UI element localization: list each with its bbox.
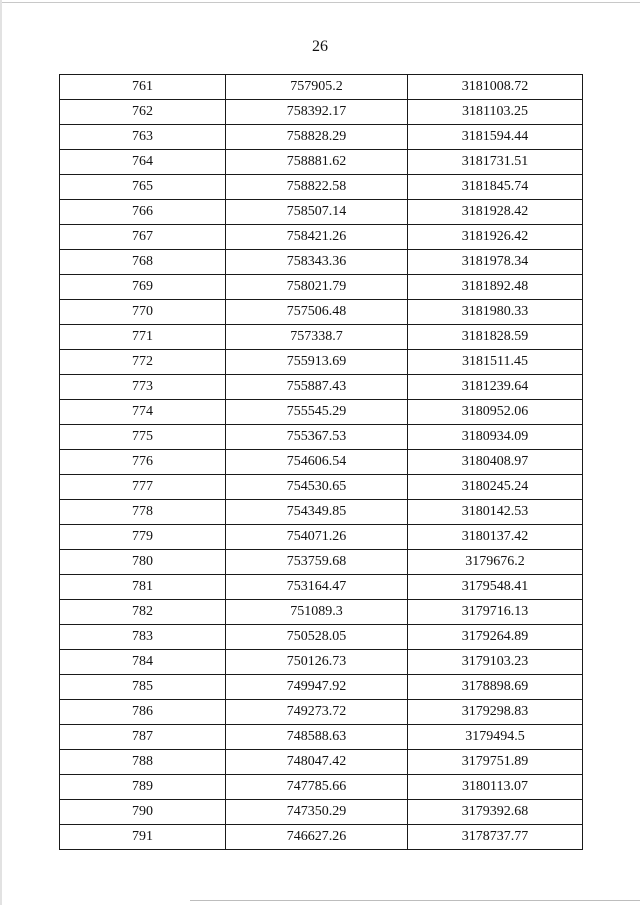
y-coordinate-cell: 3181892.48: [408, 275, 583, 300]
table-row: [60, 325, 583, 350]
table-row: [60, 350, 583, 375]
y-coordinate-cell: 3181731.51: [408, 150, 583, 175]
point-number-cell: 790: [60, 800, 226, 825]
point-number-cell: 768: [60, 250, 226, 275]
point-number-cell: 777: [60, 475, 226, 500]
y-coordinate-cell: 3181926.42: [408, 225, 583, 250]
x-coordinate-cell: 748047.42: [226, 750, 408, 775]
table-row: [60, 175, 583, 200]
point-number-cell: 776: [60, 450, 226, 475]
point-number-cell: 771: [60, 325, 226, 350]
x-coordinate-cell: 754349.85: [226, 500, 408, 525]
scan-edge-top: [0, 2, 640, 3]
table-row: [60, 500, 583, 525]
scan-edge-bottom: [190, 900, 640, 901]
x-coordinate-cell: 758421.26: [226, 225, 408, 250]
point-number-cell: 764: [60, 150, 226, 175]
table-row: [60, 700, 583, 725]
y-coordinate-cell: 3181594.44: [408, 125, 583, 150]
scan-edge-left: [0, 0, 2, 905]
point-number-cell: 762: [60, 100, 226, 125]
table-row: [60, 225, 583, 250]
point-number-cell: 763: [60, 125, 226, 150]
table-row: [60, 825, 583, 850]
table-row: [60, 75, 583, 100]
table-row: [60, 300, 583, 325]
table-row: [60, 100, 583, 125]
point-number-cell: 789: [60, 775, 226, 800]
x-coordinate-cell: 755367.53: [226, 425, 408, 450]
y-coordinate-cell: 3179298.83: [408, 700, 583, 725]
point-number-cell: 766: [60, 200, 226, 225]
x-coordinate-cell: 754606.54: [226, 450, 408, 475]
x-coordinate-cell: 747785.66: [226, 775, 408, 800]
y-coordinate-cell: 3181980.33: [408, 300, 583, 325]
point-number-cell: 786: [60, 700, 226, 725]
table-row: [60, 375, 583, 400]
x-coordinate-cell: 747350.29: [226, 800, 408, 825]
table-row: [60, 150, 583, 175]
point-number-cell: 765: [60, 175, 226, 200]
x-coordinate-cell: 758392.17: [226, 100, 408, 125]
coordinates-table-body: [60, 75, 583, 850]
y-coordinate-cell: 3180142.53: [408, 500, 583, 525]
table-row: [60, 600, 583, 625]
point-number-cell: 781: [60, 575, 226, 600]
y-coordinate-cell: 3180137.42: [408, 525, 583, 550]
point-number-cell: 782: [60, 600, 226, 625]
x-coordinate-cell: 746627.26: [226, 825, 408, 850]
y-coordinate-cell: 3180245.24: [408, 475, 583, 500]
x-coordinate-cell: 757338.7: [226, 325, 408, 350]
table-row: [60, 450, 583, 475]
y-coordinate-cell: 3178898.69: [408, 675, 583, 700]
table-row: [60, 200, 583, 225]
x-coordinate-cell: 750528.05: [226, 625, 408, 650]
point-number-cell: 772: [60, 350, 226, 375]
point-number-cell: 767: [60, 225, 226, 250]
y-coordinate-cell: 3181828.59: [408, 325, 583, 350]
x-coordinate-cell: 750126.73: [226, 650, 408, 675]
table-row: [60, 550, 583, 575]
point-number-cell: 785: [60, 675, 226, 700]
y-coordinate-cell: 3179494.5: [408, 725, 583, 750]
x-coordinate-cell: 758021.79: [226, 275, 408, 300]
table-row: [60, 650, 583, 675]
point-number-cell: 769: [60, 275, 226, 300]
x-coordinate-cell: 758881.62: [226, 150, 408, 175]
page-number: 26: [312, 38, 328, 55]
y-coordinate-cell: 3179751.89: [408, 750, 583, 775]
y-coordinate-cell: 3180113.07: [408, 775, 583, 800]
point-number-cell: 784: [60, 650, 226, 675]
point-number-cell: 779: [60, 525, 226, 550]
table-row: [60, 750, 583, 775]
y-coordinate-cell: 3179264.89: [408, 625, 583, 650]
x-coordinate-cell: 758828.29: [226, 125, 408, 150]
y-coordinate-cell: 3181103.25: [408, 100, 583, 125]
y-coordinate-cell: 3179676.2: [408, 550, 583, 575]
y-coordinate-cell: 3180934.09: [408, 425, 583, 450]
table-row: [60, 525, 583, 550]
y-coordinate-cell: 3181008.72: [408, 75, 583, 100]
table-row: [60, 675, 583, 700]
y-coordinate-cell: 3180952.06: [408, 400, 583, 425]
x-coordinate-cell: 754071.26: [226, 525, 408, 550]
y-coordinate-cell: 3181845.74: [408, 175, 583, 200]
x-coordinate-cell: 755913.69: [226, 350, 408, 375]
x-coordinate-cell: 758343.36: [226, 250, 408, 275]
point-number-cell: 774: [60, 400, 226, 425]
x-coordinate-cell: 753759.68: [226, 550, 408, 575]
y-coordinate-cell: 3179103.23: [408, 650, 583, 675]
table-row: [60, 250, 583, 275]
x-coordinate-cell: 757905.2: [226, 75, 408, 100]
y-coordinate-cell: 3180408.97: [408, 450, 583, 475]
table-row: [60, 775, 583, 800]
y-coordinate-cell: 3179548.41: [408, 575, 583, 600]
table-row: [60, 425, 583, 450]
x-coordinate-cell: 753164.47: [226, 575, 408, 600]
x-coordinate-cell: 757506.48: [226, 300, 408, 325]
y-coordinate-cell: 3178737.77: [408, 825, 583, 850]
x-coordinate-cell: 751089.3: [226, 600, 408, 625]
x-coordinate-cell: 754530.65: [226, 475, 408, 500]
point-number-cell: 791: [60, 825, 226, 850]
x-coordinate-cell: 749273.72: [226, 700, 408, 725]
table-row: [60, 125, 583, 150]
x-coordinate-cell: 758822.58: [226, 175, 408, 200]
point-number-cell: 787: [60, 725, 226, 750]
x-coordinate-cell: 748588.63: [226, 725, 408, 750]
y-coordinate-cell: 3179716.13: [408, 600, 583, 625]
point-number-cell: 783: [60, 625, 226, 650]
table-row: [60, 475, 583, 500]
y-coordinate-cell: 3181978.34: [408, 250, 583, 275]
x-coordinate-cell: 749947.92: [226, 675, 408, 700]
y-coordinate-cell: 3179392.68: [408, 800, 583, 825]
y-coordinate-cell: 3181928.42: [408, 200, 583, 225]
x-coordinate-cell: 755887.43: [226, 375, 408, 400]
table-row: [60, 725, 583, 750]
y-coordinate-cell: 3181239.64: [408, 375, 583, 400]
x-coordinate-cell: 758507.14: [226, 200, 408, 225]
table-row: [60, 575, 583, 600]
point-number-cell: 770: [60, 300, 226, 325]
table-row: [60, 400, 583, 425]
table-row: [60, 625, 583, 650]
x-coordinate-cell: 755545.29: [226, 400, 408, 425]
y-coordinate-cell: 3181511.45: [408, 350, 583, 375]
point-number-cell: 788: [60, 750, 226, 775]
point-number-cell: 778: [60, 500, 226, 525]
point-number-cell: 775: [60, 425, 226, 450]
table-row: [60, 800, 583, 825]
point-number-cell: 780: [60, 550, 226, 575]
coordinates-table: [59, 74, 583, 850]
table-row: [60, 275, 583, 300]
point-number-cell: 761: [60, 75, 226, 100]
point-number-cell: 773: [60, 375, 226, 400]
